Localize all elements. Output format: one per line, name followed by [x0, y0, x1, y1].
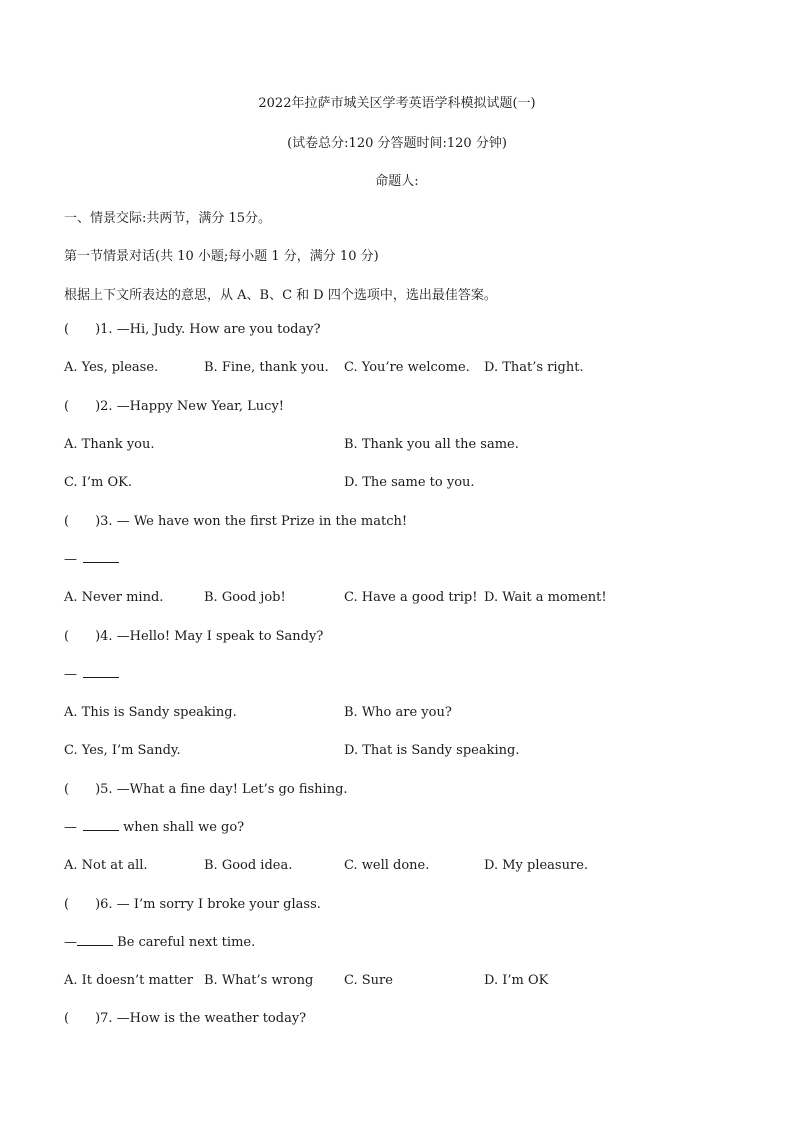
reply-dash: — — [64, 552, 77, 567]
reply-line — [64, 552, 119, 567]
section-heading: 一、情景交际:共两节，满分 15分。 — [64, 211, 272, 226]
option: D. Wait a moment! — [484, 590, 607, 605]
option: A. Not at all. — [64, 858, 148, 873]
exam-title: 2022年拉萨市城关区学考英语学科模拟试题(一) — [258, 96, 536, 111]
option: D. I’m OK — [484, 973, 549, 988]
answer-blank — [83, 829, 119, 831]
option: B. Good job! — [204, 590, 286, 605]
option: D. That’s right. — [484, 360, 584, 375]
option: C. Sure — [344, 973, 393, 988]
answer-paren: ( — [64, 1011, 70, 1026]
answer-paren: ( — [64, 897, 70, 912]
question-6 — [64, 897, 321, 912]
reply-line — [64, 935, 255, 950]
answer-blank — [77, 944, 113, 946]
reply-tail: Be careful next time. — [117, 935, 256, 950]
option: A. It doesn’t matter — [64, 973, 193, 988]
answer-blank — [83, 676, 119, 678]
question-prompt: )6. — I’m sorry I broke your glass. — [95, 897, 321, 912]
reply-dash: — — [64, 935, 77, 950]
option: B. What’s wrong — [204, 973, 314, 988]
question-prompt: )5. —What a fine day! Let’s go fishing. — [95, 782, 348, 797]
question-5 — [64, 782, 348, 797]
option: D. The same to you. — [344, 475, 475, 490]
option: B. Fine, thank you. — [204, 360, 329, 375]
option: B. Good idea. — [204, 858, 293, 873]
exam-subtitle: (试卷总分:120 分答题时间:120 分钟) — [287, 136, 507, 151]
answer-paren: ( — [64, 399, 70, 414]
answer-blank — [83, 561, 119, 563]
option: D. My pleasure. — [484, 858, 589, 873]
reply-line — [64, 667, 119, 682]
option: B. Thank you all the same. — [344, 437, 519, 452]
option: A. Yes, please. — [64, 360, 159, 375]
option: C. You’re welcome. — [344, 360, 470, 375]
answer-paren: ( — [64, 514, 70, 529]
question-4 — [64, 629, 323, 644]
answer-paren: ( — [64, 629, 70, 644]
question-3 — [64, 514, 407, 529]
option: A. Never mind. — [64, 590, 164, 605]
question-1 — [64, 322, 321, 337]
option: C. well done. — [344, 858, 430, 873]
option: A. Thank you. — [64, 437, 155, 452]
answer-paren: ( — [64, 322, 70, 337]
reply-tail: when shall we go? — [123, 820, 245, 835]
option: C. I’m OK. — [64, 475, 132, 490]
question-prompt: )7. —How is the weather today? — [95, 1011, 307, 1026]
instruction: 根据上下文所表达的意思，从 A、B、C 和 D 四个选项中，选出最佳答案。 — [64, 288, 497, 303]
question-prompt: )4. —Hello! May I speak to Sandy? — [95, 629, 324, 644]
question-prompt: )2. —Happy New Year, Lucy! — [95, 399, 285, 414]
option: D. That is Sandy speaking. — [344, 743, 520, 758]
option: C. Yes, I’m Sandy. — [64, 743, 181, 758]
answer-paren: ( — [64, 782, 70, 797]
author-line: 命题人: — [375, 174, 419, 189]
option: B. Who are you? — [344, 705, 452, 720]
reply-dash: — — [64, 820, 77, 835]
option: C. Have a good trip! — [344, 590, 478, 605]
option: A. This is Sandy speaking. — [64, 705, 237, 720]
question-prompt: )3. — We have won the first Prize in the match! — [95, 514, 408, 529]
reply-dash: — — [64, 667, 77, 682]
reply-line — [64, 820, 244, 835]
part-heading: 第一节情景对话(共 10 小题;每小题 1 分，满分 10 分) — [64, 249, 379, 264]
question-prompt: )1. —Hi, Judy. How are you today? — [95, 322, 321, 337]
question-2 — [64, 399, 284, 414]
question-7 — [64, 1011, 306, 1026]
